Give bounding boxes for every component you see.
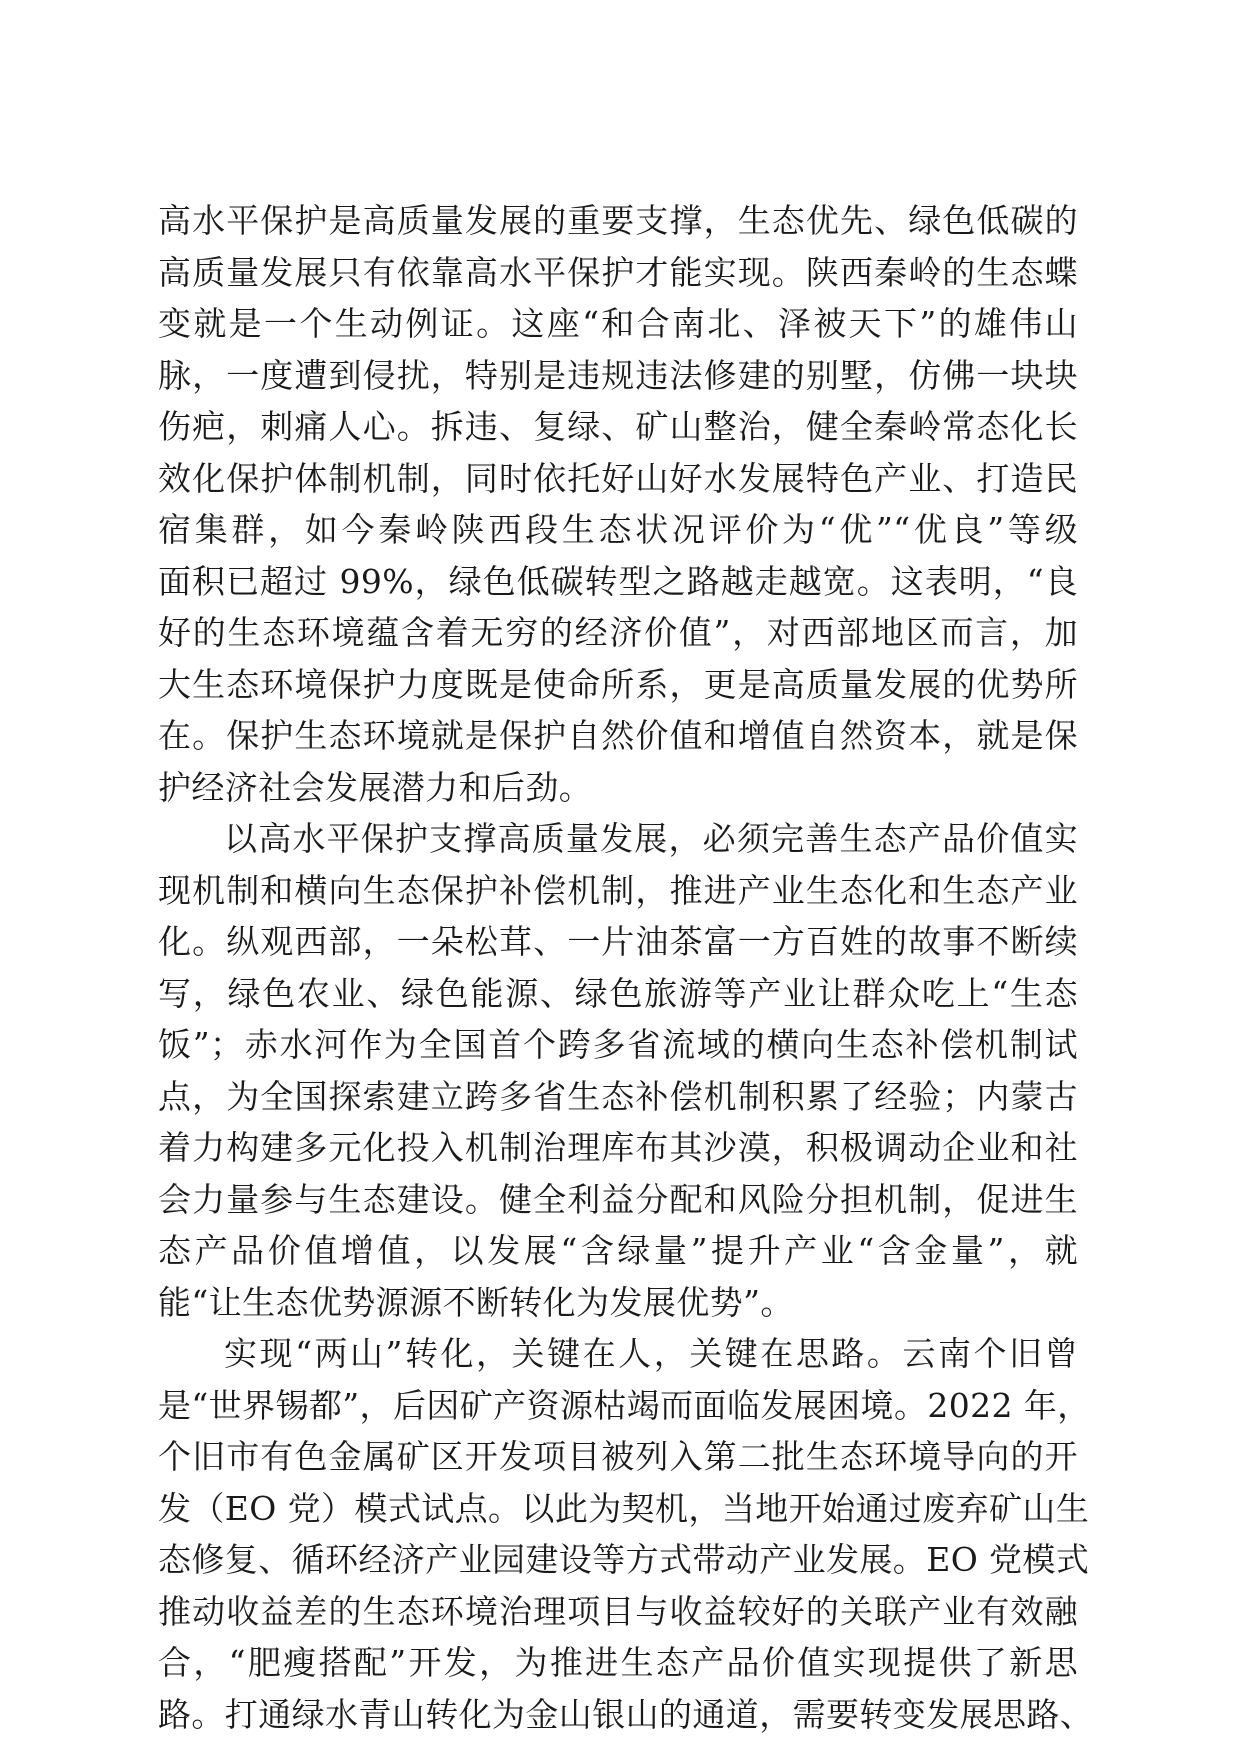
text-line: 变就是一个生动例证。这座“和合南北、泽被天下”的雄伟山 — [158, 304, 1078, 343]
text-line: 能“让生态优势源源不断转化为发展优势”。 — [158, 1282, 794, 1322]
text-line: 宿集群，如今秦岭陕西段生态状况评价为“优”“优良”等级 — [158, 510, 1078, 549]
text-line: 写，绿色农业、绿色能源、绿色旅游等产业让群众吃上“生态 — [158, 973, 1078, 1013]
text-line: 化。纵观西部，一朵松茸、一片油茶富一方百姓的故事不断续 — [158, 922, 1078, 961]
text-line: 效化保护体制机制，同时依托好山好水发展特色产业、打造民 — [158, 458, 1078, 498]
text-line: 高水平保护是高质量发展的重要支撑，生态优先、绿色低碳的 — [158, 201, 1078, 240]
text-line: 伤疤，刺痛人心。拆违、复绿、矿山整治，健全秦岭常态化长 — [158, 407, 1078, 446]
paragraph-first-line: 实现“两山”转化，关键在人，关键在思路。云南个旧曾 — [224, 1334, 1078, 1373]
text-line: 路。打通绿水青山转化为金山银山的通道，需要转变发展思路、 — [158, 1694, 1094, 1734]
text-line: 在。保护生态环境就是保护自然价值和增值自然资本，就是保 — [158, 716, 1078, 755]
text-line: 发（EO 党）模式试点。以此为契机，当地开始通过废弃矿山生 — [158, 1488, 1090, 1528]
text-line: 大生态环境保护力度既是使命所系，更是高质量发展的优势所 — [158, 664, 1078, 704]
text-line: 饭”；赤水河作为全国首个跨多省流域的横向生态补偿机制试 — [158, 1025, 1078, 1064]
text-line: 合，“肥瘦搭配”开发，为推进生态产品价值实现提供了新思 — [158, 1643, 1078, 1682]
text-line: 个旧市有色金属矿区开发项目被列入第二批生态环境导向的开 — [158, 1437, 1078, 1476]
text-line: 着力构建多元化投入机制治理库布其沙漠，积极调动企业和社 — [158, 1128, 1078, 1167]
text-line: 态产品价值增值，以发展“含绿量”提升产业“含金量”，就 — [158, 1231, 1078, 1270]
text-line: 好的生态环境蕴含着无穷的经济价值”，对西部地区而言，加 — [158, 613, 1078, 652]
text-line: 态修复、循环经济产业园建设等方式带动产业发展。EO 党模式 — [158, 1540, 1090, 1579]
paragraph-first-line: 以高水平保护支撑高质量发展，必须完善生态产品价值实 — [224, 819, 1078, 858]
article-body — [158, 195, 1094, 1740]
text-line: 护经济社会发展潜力和后劲。 — [158, 767, 593, 807]
text-line: 面积已超过 99%，绿色低碳转型之路越走越宽。这表明，“良 — [158, 561, 1078, 601]
text-line: 现机制和横向生态保护补偿机制，推进产业生态化和生态产业 — [158, 870, 1078, 910]
text-line: 推动收益差的生态环境治理项目与收益较好的关联产业有效融 — [158, 1591, 1078, 1631]
text-line: 会力量参与生态建设。健全利益分配和风险分担机制，促进生 — [158, 1179, 1078, 1219]
text-line: 是“世界锡都”，后因矿产资源枯竭而面临发展困境。2022 年， — [158, 1385, 1091, 1425]
text-line: 脉，一度遭到侵扰，特别是违规违法修建的别墅，仿佛一块块 — [158, 355, 1078, 395]
text-line: 点，为全国探索建立跨多省生态补偿机制积累了经验；内蒙古 — [158, 1076, 1078, 1116]
text-line: 高质量发展只有依靠高水平保护才能实现。陕西秦岭的生态蝶 — [158, 252, 1078, 292]
